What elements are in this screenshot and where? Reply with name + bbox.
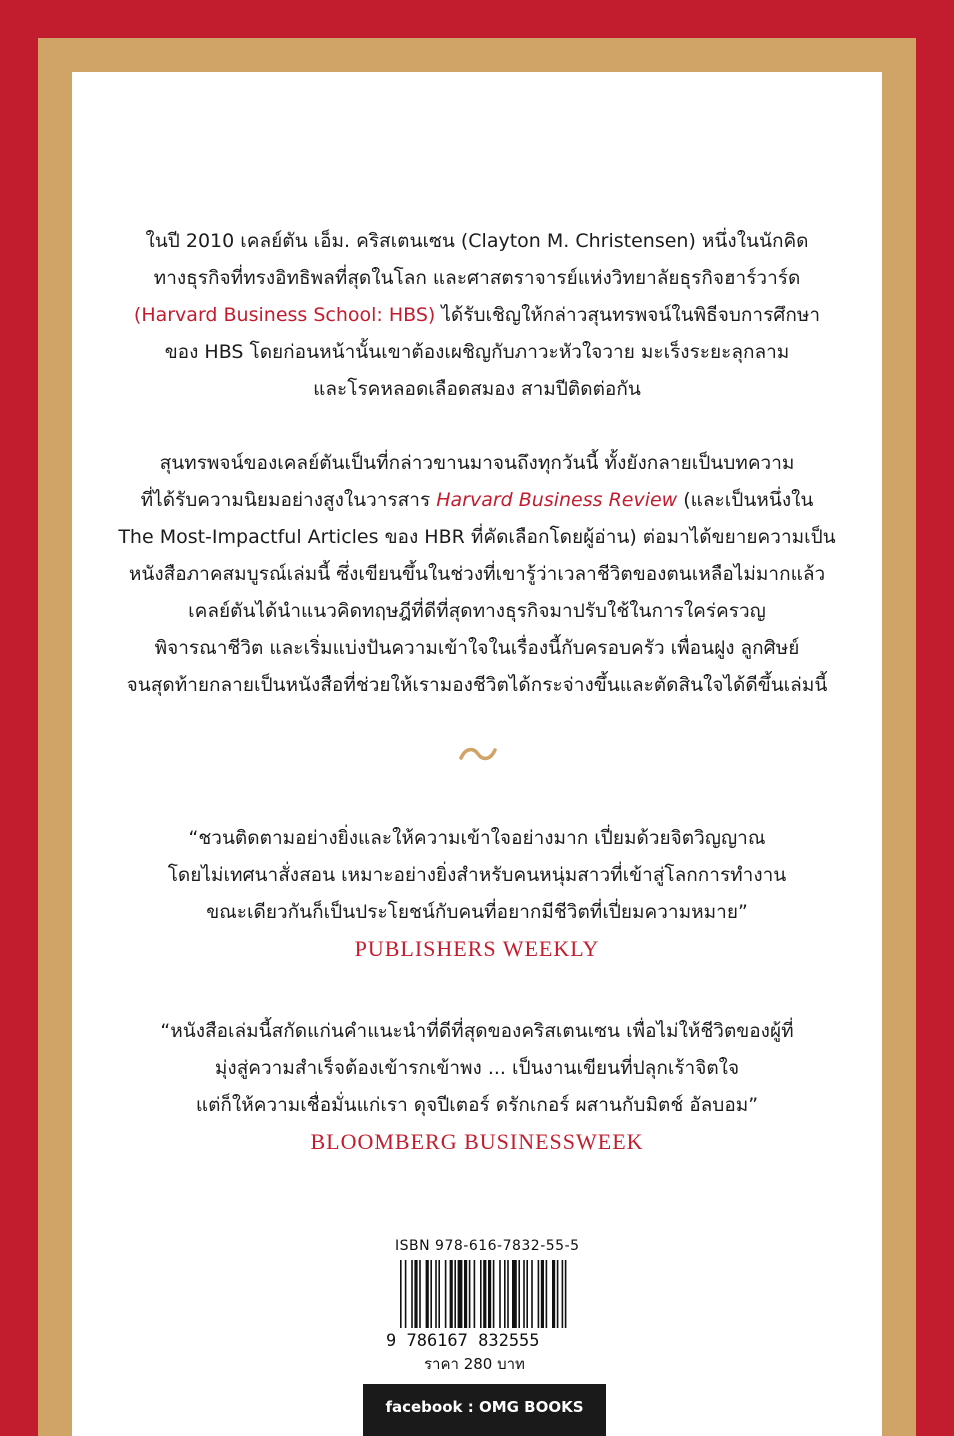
blurb-line: The Most-Impactful Articles ของ HBR ที่คัดเลือกโดยผู้อ่าน) ต่อมาได้ขยายความเป็น (118, 526, 836, 548)
barcode-bar (518, 1260, 520, 1328)
barcode-bar (454, 1260, 456, 1328)
isbn-barcode (384, 1258, 584, 1348)
blurb-line: ทางธุรกิจที่ทรงอิทธิพลที่สุดในโลก และศาสตราจารย์แห่งวิทยาลัยธุรกิจฮาร์วาร์ด (153, 267, 801, 289)
blurb-line: และโรคหลอดเลือดสมอง สามปีติดต่อกัน (313, 378, 641, 400)
blurb-line-rest: ได้รับเชิญให้กล่าวสุนทรพจน์ในพิธีจบการศึกษา (435, 304, 821, 326)
barcode-bar (445, 1260, 447, 1328)
quote-source: PUBLISHERS WEEKLY (354, 936, 600, 961)
barcode-bar (426, 1260, 429, 1328)
barcode-bar (450, 1260, 453, 1328)
barcode-digits: 9 786167 832555 (386, 1331, 540, 1348)
blurb-line: พิจารณาชีวิต และเริ่มแบ่งปันความเข้าใจในเรื่องนี้กับครอบครัว เพื่อนฝูง ลูกศิษย์ (154, 637, 800, 659)
barcode-bar (411, 1260, 413, 1328)
facebook-banner: facebook : OMG BOOKS (363, 1384, 606, 1436)
barcode-bar (488, 1260, 491, 1328)
barcode-bar (458, 1260, 463, 1328)
barcode-bar (493, 1260, 495, 1328)
barcode-bar (483, 1260, 486, 1328)
swash-ornament-icon (458, 744, 498, 764)
barcode-bar (480, 1260, 482, 1328)
barcode-bar (499, 1260, 501, 1328)
barcode-bar (414, 1260, 417, 1328)
blurb-paragraph-2 (72, 445, 882, 704)
blurb-line (72, 297, 882, 334)
quote-bloomberg (72, 1013, 882, 1124)
barcode-bar (464, 1260, 467, 1328)
barcode-bar (565, 1260, 567, 1328)
barcode-bar (546, 1260, 548, 1328)
barcode-bar (438, 1260, 440, 1328)
blurb-line: หนังสือภาคสมบูรณ์เล่มนี้ ซึ่งเขียนขึ้นในช่วงที่เขารู้ว่าเวลาชีวิตของตนเหลือไม่มากแล้ว (128, 563, 826, 585)
barcode-bar (552, 1260, 555, 1328)
isbn-label: ISBN 978-616-7832-55-5 (395, 1238, 580, 1254)
barcode-bar (419, 1260, 421, 1328)
quote-line: แต่ก็ให้ความเชื่อมั่นแก่เรา ดุจปีเตอร์ ดรักเกอร์ ผสานกับมิตช์ อัลบอม” (195, 1094, 759, 1116)
blurb-line: ในปี 2010 เคลย์ตัน เอ็ม. คริสเตนเซน (Clayton M. Christensen) หนึ่งในนักคิด (145, 230, 809, 252)
quote-line: “หนังสือเล่มนี้สกัดแก่นคำแนะนำที่ดีที่สุดของคริสเตนเซน เพื่อไม่ให้ชีวิตของผู้ที่ (160, 1020, 794, 1042)
blurb-line: ของ HBS โดยก่อนหน้านั้นเขาต้องเผชิญกับภาวะหัวใจวาย มะเร็งระยะลุกลาม (164, 341, 790, 363)
blurb-line-pre: ที่ได้รับความนิยมอย่างสูงในวารสาร (140, 489, 437, 511)
price-label: ราคา 280 บาท (424, 1355, 525, 1373)
barcode-bar (523, 1260, 525, 1328)
blurb-line: สุนทรพจน์ของเคลย์ตันเป็นที่กล่าวขานมาจนถึงทุกวันนี้ ทั้งยังกลายเป็นบทความ (159, 452, 795, 474)
barcode-bar (474, 1260, 476, 1328)
blurb-line: เคลย์ตันได้นำแนวคิดทฤษฎีที่ดีที่สุดทางธุรกิจมาปรับใช้ในการใคร่ครวญ (188, 600, 766, 622)
hbs-highlight: (Harvard Business School: HBS) (133, 304, 436, 326)
blurb-line-post: (และเป็นหนึ่งใน (677, 489, 814, 511)
barcode-bar (507, 1260, 509, 1328)
barcode-bar (400, 1260, 402, 1328)
quote-line: มุ่งสู่ความสำเร็จต้องเข้ารกเข้าพง ... เป็นงานเขียนที่ปลุกเร้าจิตใจ (214, 1057, 740, 1079)
quote-line: โดยไม่เทศนาสั่งสอน เหมาะอย่างยิ่งสำหรับคนหนุ่มสาวที่เข้าสู่โลกการทำงาน (167, 864, 787, 886)
quote-source: BLOOMBERG BUSINESSWEEK (310, 1129, 644, 1154)
barcode-bar (538, 1260, 540, 1328)
blurb-line: จนสุดท้ายกลายเป็นหนังสือที่ช่วยให้เรามองชีวิตได้กระจ่างขึ้นและตัดสินใจได้ดีขึ้นเล่มนี้ (126, 674, 828, 696)
barcode-bar (405, 1260, 407, 1328)
barcode-bar (562, 1260, 564, 1328)
hbr-highlight: Harvard Business Review (436, 489, 678, 511)
barcode-bar (435, 1260, 437, 1328)
barcode-bar (504, 1260, 506, 1328)
barcode-bar (469, 1260, 471, 1328)
blurb-line (72, 482, 882, 519)
barcode-bar (526, 1260, 528, 1328)
barcode-bar (541, 1260, 544, 1328)
back-cover-page (72, 72, 882, 1436)
quote-line: ขณะเดียวกันก็เป็นประโยชน์กับคนที่อยากมีชีวิตที่เปี่ยมความหมาย” (206, 901, 748, 923)
barcode-bar (557, 1260, 559, 1328)
barcode-bar (512, 1260, 517, 1328)
barcode-bar (531, 1260, 533, 1328)
barcode-bar (430, 1260, 432, 1328)
quote-publishers-weekly (72, 820, 882, 931)
blurb-paragraph-1 (72, 223, 882, 408)
quote-line: “ชวนติดตามอย่างยิ่งและให้ความเข้าใจอย่างมาก เปี่ยมด้วยจิตวิญญาณ (188, 827, 766, 849)
